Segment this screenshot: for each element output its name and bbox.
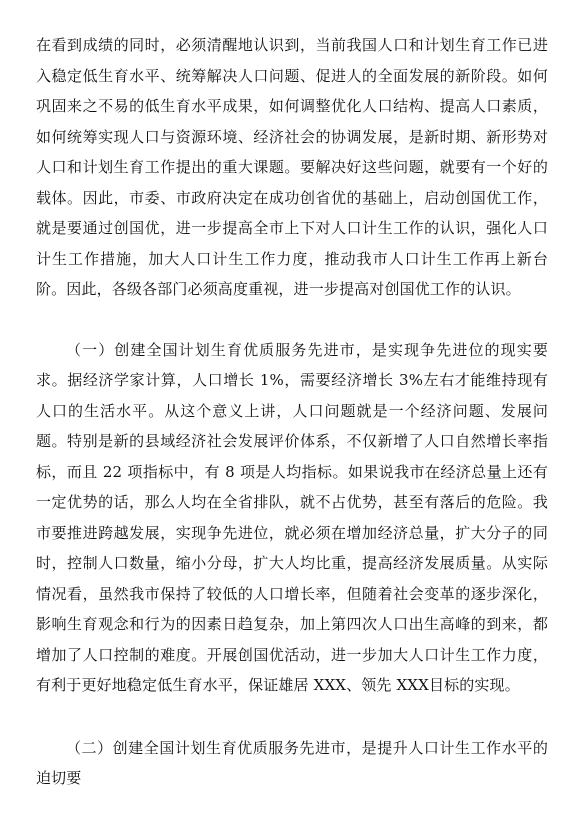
paragraph-section-two: （二）创建全国计划生育优质服务先进市，是提升人口计生工作水平的迫切要 (36, 738, 548, 787)
paragraph-spacer (36, 305, 548, 335)
paragraph-awareness: 在看到成绩的同时，必须清醒地认识到，当前我国人口和计划生育工作已进入稳定低生育水平、统筹解决人口问题、促进人的全面发展的新阶段。如何巩固来之不易的低生育水平成果，如何调整优化人口结构、提高人口素质，如何统筹实现人口与资源环境、经济社会的协调发展，是新时期、新形势对人口和计划生育工作提出的重大课题。要解决好这些问题，就要有一个好的载体。因此，市委、市政府决定在成功创省优的基础上，启动创国优工作，就是要通过创国优，进一步提高全市上下对人口计生工作的认识，强化人口计生工作措施，加大人口计生工作力度，推动我市人口计生工作再上新台阶。因此，各级各部门必须高度重视，进一步提高对创国优工作的认识。 (36, 36, 548, 298)
document-page (36, 30, 548, 794)
paragraph-section-one: （一）创建全国计划生育优质服务先进市，是实现争先进位的现实要求。据经济学家计算，人口增长 1%，需要经济增长 3%左右才能维持现有人口的生活水平。从这个意义上讲，人口问题就是一个经济问题、发展问题。特别是新的县域经济社会发展评价体系，不仅新增了人口自然增长率指标，而且 22 项指标中，有 8 项是人均指标。如果说我市在经济总量上还有一定优势的话，那么人均在全省排队，就不占优势，甚至有落后的危险。我市要推进跨越发展，实现争先进位，就必须在增加经济总量，扩大分子的同时，控制人口数量，缩小分母，扩大人均比重，提高经济发展质量。从实际情况看，虽然我市保持了较低的人口增长率，但随着社会变革的逐步深化，影响生育观念和行为的因素日趋复杂，加上第四次人口出生高峰的到来，都增加了人口控制的难度。开展创国优活动，进一步加大人口计生工作力度，有利于更好地稳定低生育水平，保证雄居 XXX、领先 XXX目标的实现。 (36, 340, 548, 694)
paragraph-spacer (36, 701, 548, 733)
